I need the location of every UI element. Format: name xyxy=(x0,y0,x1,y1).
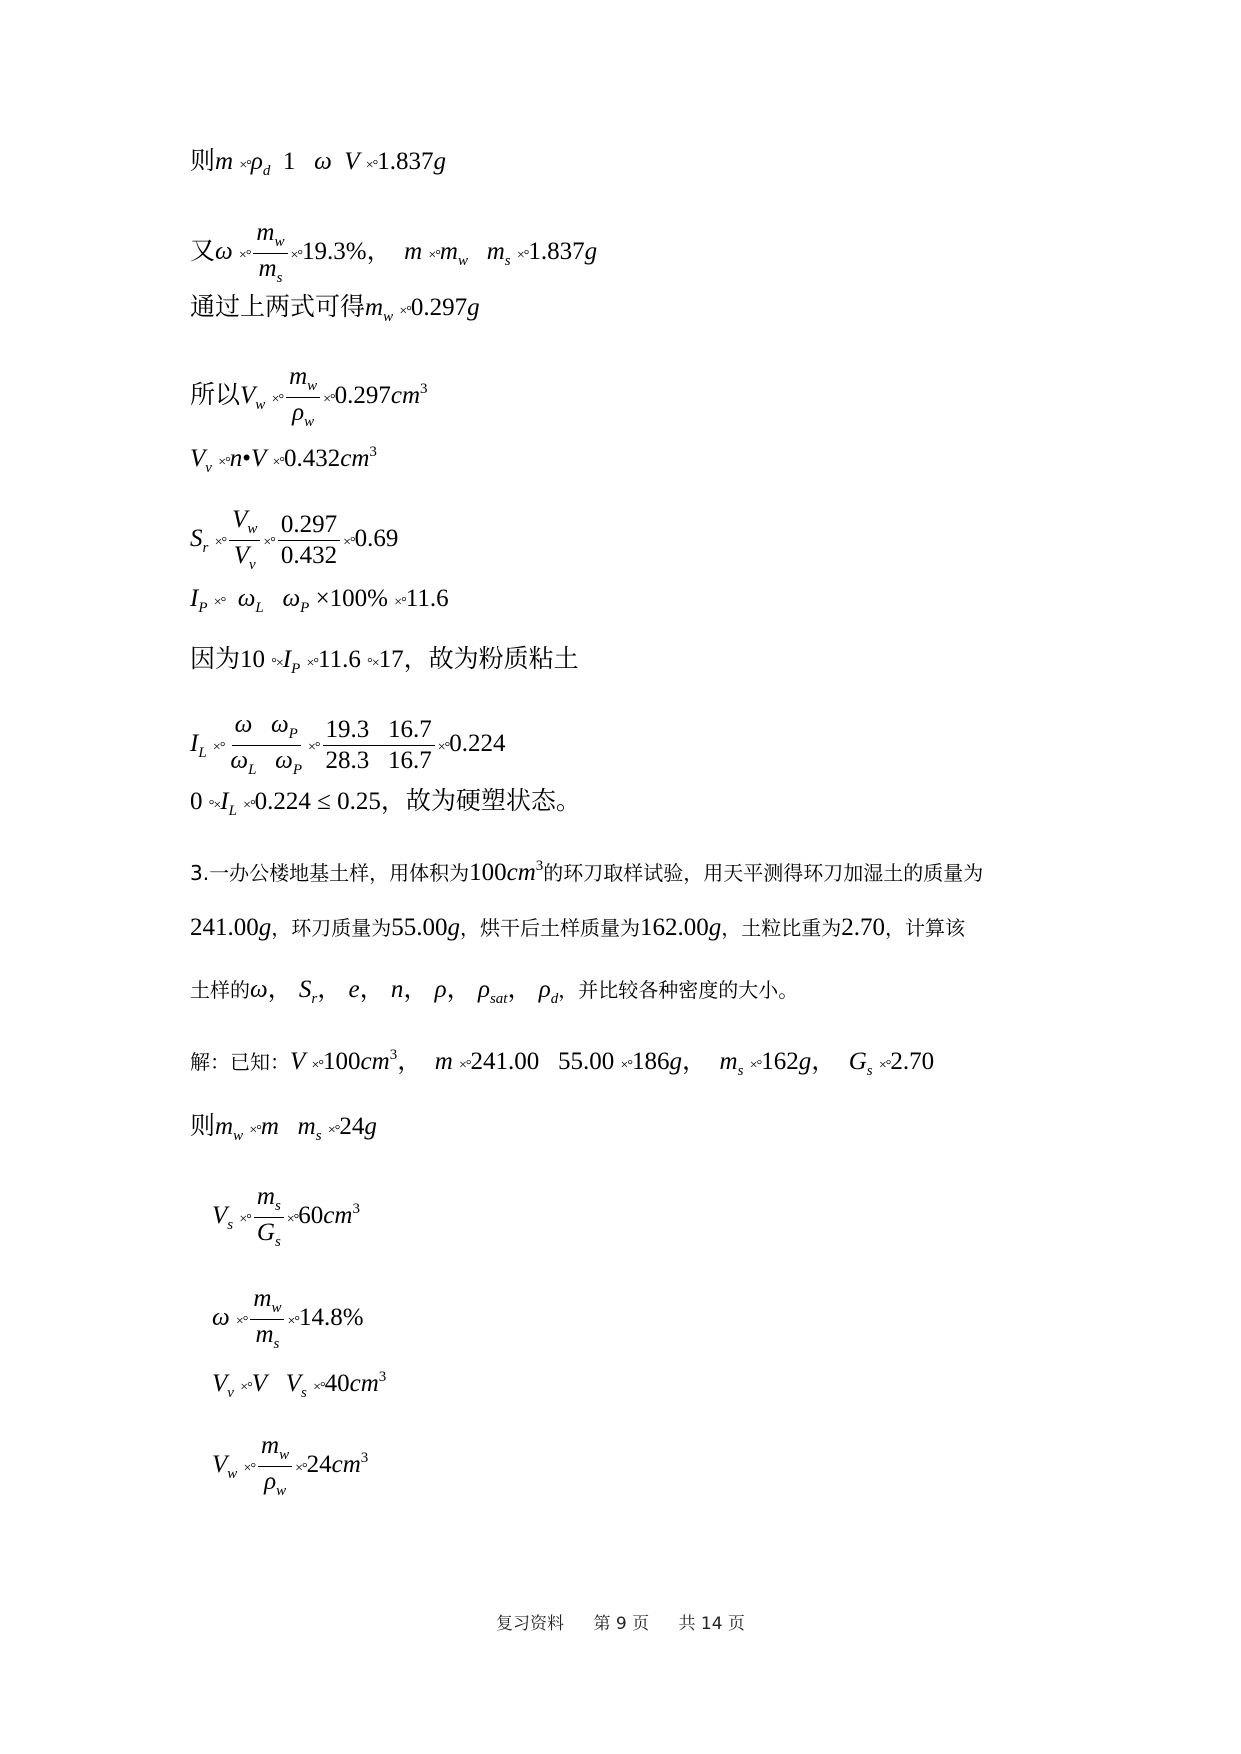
equation-line: $V_s$ ×° $\frac{m_s}{G_s}$ $\times^\circ 60cm^3$ xyxy=(212,1183,360,1250)
footer-page-number: 第 9 页 xyxy=(593,1614,650,1634)
equation-line: 则$m \times^\circ\rho_d$ 1 ω V ×°1.837g xyxy=(190,148,447,179)
page-footer xyxy=(0,1609,1241,1634)
equation-line: 因为10 $^\circ\times I_P \times^\circ 11.6$ °×17，故为粉质粘土 xyxy=(190,646,579,677)
footer-doc-title: 复习资料 xyxy=(496,1614,565,1634)
equation-line: $I_P$ ×° $\omega_L$ $\omega_P \times 100\% \times^\circ 11.6$ xyxy=(190,585,449,616)
equation-line: 则$m_w \times^\circ m$ $m_s \times^\circ 24g$ xyxy=(190,1113,377,1144)
equation-line: 又ω ×° $\frac{m_w}{m_s}$ ×°19.3%， $m \times^\circ m_w$ $m_s \times^\circ 1.837g$ xyxy=(190,219,598,286)
equation-line: $S_r$ ×° $\frac{V_w}{V_v}$ ×° $\frac{0.297}{0.432}$ ×°0.69 xyxy=(190,506,399,573)
equation-line: $V_v$ ×°n•V $\times^\circ 0.432cm^3$ xyxy=(190,444,377,476)
equation-line: ω ×° $\frac{m_w}{m_s}$ ×°14.8% xyxy=(212,1285,364,1352)
equation-line: 所以$V_w$ ×° $\frac{m_w}{\rho_w}$ $\times^\circ 0.297cm^3$ xyxy=(190,363,428,430)
footer-total-pages: 共 14 页 xyxy=(678,1614,745,1634)
problem-text: 3.一办公楼地基土样，用体积为$100cm^3$的环刀取样试验，用天平测得环刀加湿土的质量为 xyxy=(190,858,984,886)
equation-line: 解：已知：$V \times^\circ 100cm^3$， m ×°241.00 55.00 ×°186g， $m_s \times^\circ 162g$， $G_s \times^\circ 2.70$ xyxy=(190,1047,935,1079)
equation-line: $V_w$ ×° $\frac{m_w}{\rho_w}$ $\times^\circ 24cm^3$ xyxy=(212,1432,369,1499)
equation-line: $V_v \times^\circ V$ $V_s \times^\circ 40cm^3$ xyxy=(212,1369,387,1401)
equation-line: 通过上两式可得$m_w \times^\circ 0.297g$ xyxy=(190,294,480,325)
equation-line: 0 $^\circ\times I_L \times^\circ 0.224 \le 0.25$，故为硬塑状态。 xyxy=(190,788,581,819)
problem-text: 土样的ω， $S_r$， e， n， ρ， $\rho_{sat}$， $\rho_d$，并比较各种密度的大小。 xyxy=(190,976,799,1007)
problem-text: 241.00g，环刀质量为55.00g，烘干后土样质量为162.00g，土粒比重为2.70，计算该 xyxy=(190,914,965,941)
equation-line: $I_L$ ×° $\frac{\omega \omega_P}{\omega_L \omega_P}$ ×° $\frac{19.3 16.7}{28.3 16.7}$ ×°0.224 xyxy=(190,711,506,778)
